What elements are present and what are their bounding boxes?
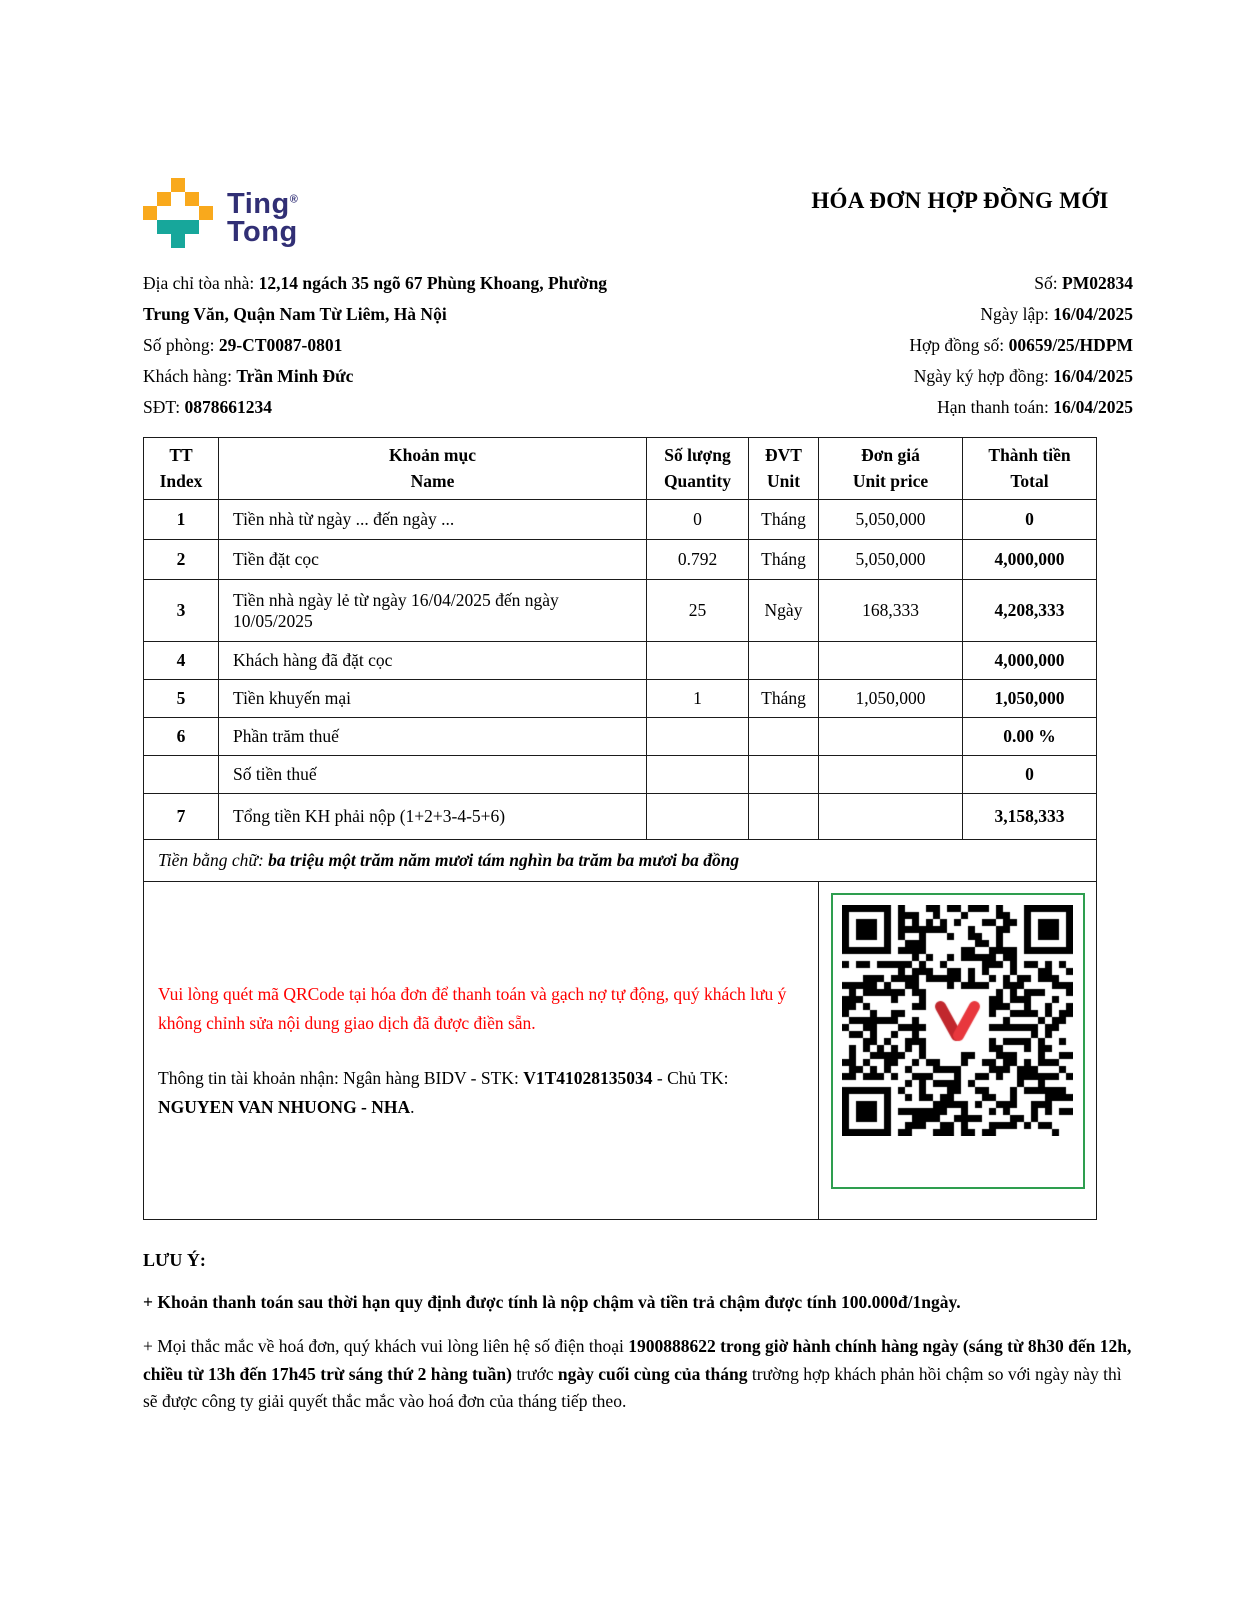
table-row [144,642,1097,680]
cell-total: 0.00 % [963,718,1097,756]
amount-in-words: Tiền bằng chữ: ba triệu một trăm năm mươi tám nghìn ba trăm ba mươi ba đồng [144,840,1097,882]
table-row [144,580,1097,642]
qr-code-cell [819,882,1097,1220]
late-payment-note: + Khoản thanh toán sau thời hạn quy định được tính là nộp chậm và tiền trả chậm được tính 100.000đ/1ngày. [143,1292,961,1312]
contract-number: Hợp đồng số: 00659/25/HDPM [909,335,1133,355]
cell-unit: Tháng [749,540,819,580]
logo-wordmark: Ting® Tong [227,188,299,249]
cell-unit-price [819,794,963,840]
cell-unit: Tháng [749,680,819,718]
cell-unit-price: 5,050,000 [819,500,963,540]
cell-unit: Tháng [749,500,819,540]
invoice-info [143,268,1133,423]
table-row [144,718,1097,756]
col-header-index: TT Index [144,438,219,500]
notes-heading: LƯU Ý: [143,1250,206,1270]
building-info [143,268,648,423]
cell-unit [749,642,819,680]
cell-total: 0 [963,756,1097,794]
qr-code-frame [831,893,1085,1189]
cell-name: Khách hàng đã đặt cọc [219,642,647,680]
cell-index: 2 [144,540,219,580]
invoice-items-table [143,437,1097,1220]
cell-total: 4,208,333 [963,580,1097,642]
notes-section [143,1250,1135,1416]
qr-code [842,905,1073,1136]
cell-index [144,756,219,794]
cell-name: Tiền khuyến mại [219,680,647,718]
cell-total: 1,050,000 [963,680,1097,718]
tingtong-logo [143,178,298,252]
col-header-name: Khoản mục Name [219,438,647,500]
cell-quantity [647,642,749,680]
qr-payment-warning: Vui lòng quét mã QRCode tại hóa đơn để thanh toán và gạch nợ tự động, quý khách lưu ý không chỉnh sửa nội dung giao dịch đã được điền sẵn. [158,983,787,1033]
table-row-grand-total [144,794,1097,840]
cell-quantity: 0 [647,500,749,540]
cell-unit-price [819,756,963,794]
cell-quantity [647,794,749,840]
contract-sign-date: Ngày ký hợp đồng: 16/04/2025 [913,366,1133,386]
cell-name: Số tiền thuế [219,756,647,794]
table-row [144,500,1097,540]
cell-unit: Ngày [749,580,819,642]
cell-name: Tiền đặt cọc [219,540,647,580]
table-row [144,540,1097,580]
col-header-quantity: Số lượng Quantity [647,438,749,500]
page-title: HÓA ĐƠN HỢP ĐỒNG MỚI [811,188,1109,213]
cell-quantity [647,718,749,756]
cell-quantity: 1 [647,680,749,718]
account-number: V1T41028135034 [523,1067,653,1088]
hotline-note: + Mọi thắc mắc về hoá đơn, quý khách vui lòng liên hệ số điện thoại 1900888622 trong giờ hành chính hàng ngày (sáng từ 8h30 đến 12h, chiều từ 13h đến 17h45 trừ sáng thứ 2 hàng tuần) trước ngày cuối cùng của tháng trường hợp khách phản hồi chậm so với ngày này thì sẽ được công ty giải quyết thắc mắc vào hoá đơn của tháng tiếp theo. [143,1336,1132,1411]
cell-index: 4 [144,642,219,680]
col-header-unit: ĐVT Unit [749,438,819,500]
payment-due-date: Hạn thanh toán: 16/04/2025 [937,397,1133,417]
cell-name: Phần trăm thuế [219,718,647,756]
issue-date: Ngày lập: 16/04/2025 [980,304,1133,324]
cell-quantity [647,756,749,794]
table-header-row [144,438,1097,500]
cell-index: 3 [144,580,219,642]
cell-unit-price: 5,050,000 [819,540,963,580]
cell-unit [749,756,819,794]
amount-in-words-row [144,840,1097,882]
cell-name: Tổng tiền KH phải nộp (1+2+3-4-5+6) [219,794,647,840]
customer-phone: SĐT: 0878661234 [143,397,272,417]
bank-account-info: Thông tin tài khoản nhận: Ngân hàng BIDV - STK: V1T41028135034 - Chủ TK: NGUYEN VAN NHUONG - NHA. [158,1067,729,1117]
cell-index: 5 [144,680,219,718]
cell-unit [749,718,819,756]
registered-mark-icon: ® [289,193,299,206]
cell-total: 3,158,333 [963,794,1097,840]
cell-unit-price [819,642,963,680]
cell-index: 1 [144,500,219,540]
cell-quantity: 25 [647,580,749,642]
cell-unit [749,794,819,840]
tingtong-logo-icon [143,178,213,252]
payment-row [144,882,1097,1220]
cell-unit-price: 168,333 [819,580,963,642]
cell-unit-price [819,718,963,756]
customer-name: Khách hàng: Trần Minh Đức [143,366,354,386]
cell-name: Tiền nhà từ ngày ... đến ngày ... [219,500,647,540]
table-row [144,680,1097,718]
building-address: Địa chỉ tòa nhà: 12,14 ngách 35 ngõ 67 Phùng Khoang, Phường Trung Văn, Quận Nam Từ Liêm, Hà Nội [143,273,608,324]
col-header-total: Thành tiền Total [963,438,1097,500]
payment-instructions-cell [144,882,819,1220]
cell-unit-price: 1,050,000 [819,680,963,718]
cell-total: 0 [963,500,1097,540]
room-number: Số phòng: 29-CT0087-0801 [143,335,343,355]
col-header-unit-price: Đơn giá Unit price [819,438,963,500]
cell-index: 7 [144,794,219,840]
cell-total: 4,000,000 [963,540,1097,580]
invoice-meta [673,268,1133,423]
cell-index: 6 [144,718,219,756]
cell-quantity: 0.792 [647,540,749,580]
account-holder: NGUYEN VAN NHUONG - NHA [158,1096,411,1117]
cell-name: Tiền nhà ngày lẻ từ ngày 16/04/2025 đến ngày 10/05/2025 [219,580,647,642]
cell-total: 4,000,000 [963,642,1097,680]
invoice-number: Số: PM02834 [1034,273,1133,293]
table-row [144,756,1097,794]
